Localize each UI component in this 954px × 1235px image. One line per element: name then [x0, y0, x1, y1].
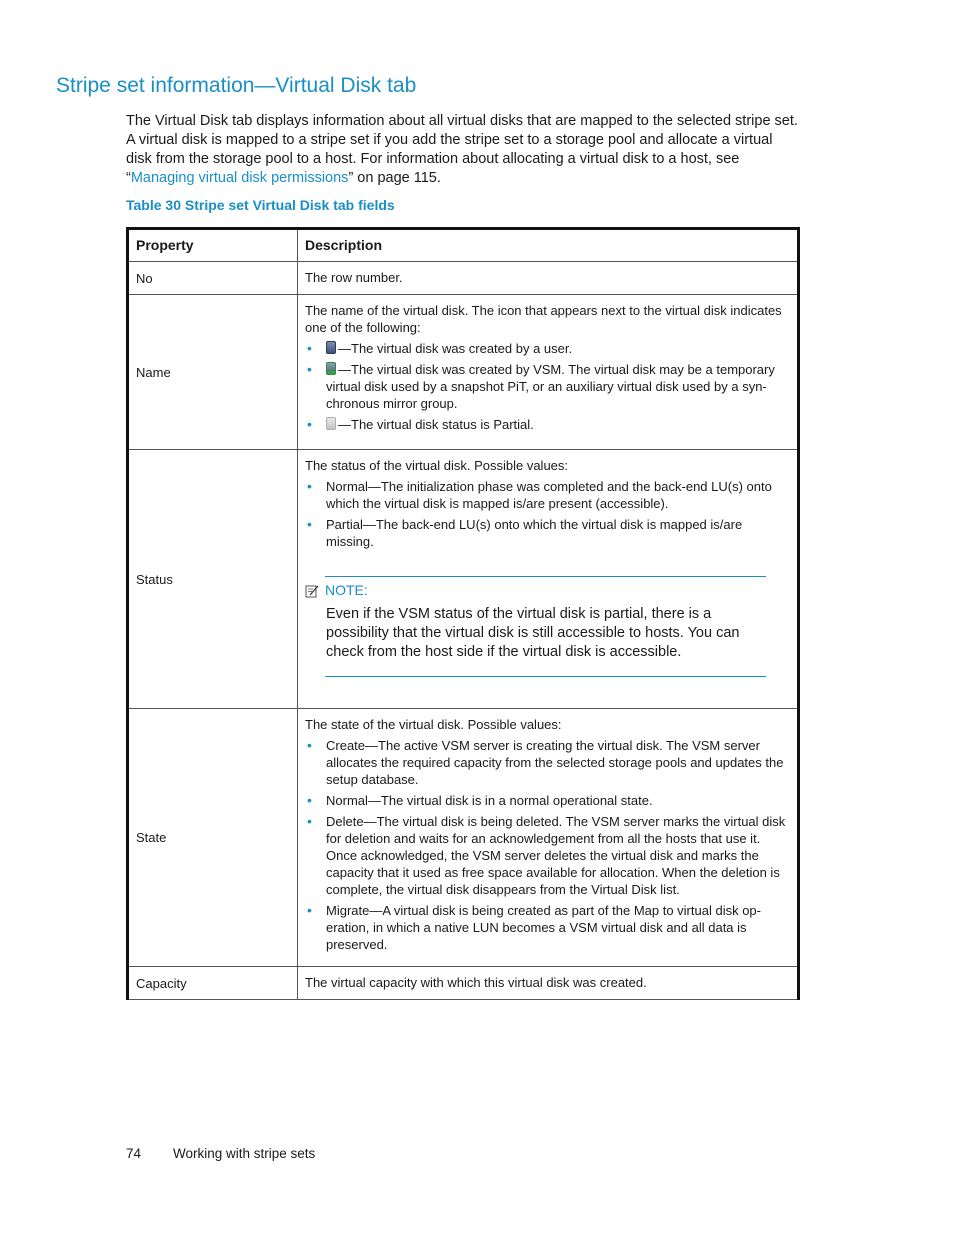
- description-cell: [298, 709, 799, 967]
- table-row-status: [128, 450, 799, 709]
- description-cell: [298, 450, 799, 709]
- table-row-no: [128, 262, 799, 295]
- table-row-capacity: [128, 967, 799, 1000]
- name-icon-list: [305, 340, 790, 433]
- list-item: • Create—The active VSM server is creating the virtual disk. The VSM server allocates the required capacity from the selected storage pools and updates the setup database.: [326, 737, 790, 788]
- list-item: • Normal—The initialization phase was completed and the back-end LU(s) onto which the virtual disk is mapped is/are present (accessible).: [326, 478, 790, 512]
- intro-text-before: The Virtual Disk tab displays information about all virtual disks that are mapped to the selected stripe set. A virtual disk is mapped to a stripe set if you add the stripe set to a storage pool and allocate a virtual disk from the storage pool to a host. For information about allocating a virtual disk to a host, see “: [126, 113, 798, 186]
- list-item: [326, 416, 790, 433]
- property-cell: No: [128, 262, 298, 295]
- status-intro: The status of the virtual disk. Possible values:: [305, 458, 569, 473]
- state-values-list: [305, 737, 790, 953]
- property-cell: Status: [128, 450, 298, 709]
- list-item: [326, 340, 790, 357]
- virtual-disk-user-icon: [326, 341, 336, 354]
- virtual-disk-vsm-icon: [326, 362, 336, 375]
- table-row-state: [128, 709, 799, 967]
- note-label: NOTE:: [325, 582, 368, 598]
- list-item: • Partial—The back-end LU(s) onto which the virtual disk is mapped is/are missing.: [326, 516, 790, 550]
- description-cell: [298, 295, 799, 450]
- header-property: Property: [128, 229, 298, 262]
- header-description: Description: [298, 229, 799, 262]
- note-text: Even if the VSM status of the virtual disk is partial, there is a possibility that the virtual disk is still accessible to hosts. You can check from the host side if the virtual disk is accessible.: [326, 606, 740, 660]
- managing-permissions-link[interactable]: Managing virtual disk permissions: [130, 170, 349, 186]
- property-cell: Capacity: [128, 967, 298, 1000]
- note-heading: [305, 582, 766, 599]
- page-number: 74: [126, 1146, 142, 1161]
- property-cell: State: [128, 709, 298, 967]
- state-intro: The state of the virtual disk. Possible values:: [305, 717, 562, 732]
- note-pencil-icon: [305, 584, 319, 598]
- table-caption: Table 30 Stripe set Virtual Disk tab fields: [126, 197, 395, 213]
- list-item: • Delete—The virtual disk is being deleted. The VSM server marks the virtual disk for deletion and waits for an acknowledgement from all the hosts that use it. Once acknowledged, the VSM server deletes the virtual disk and marks the capacity that it used as free space available for allocation. When the deletion is complete, the virtual disk disappears from the Virtual Disk list.: [326, 813, 790, 898]
- table-header-row: [128, 229, 799, 262]
- description-cell: The row number.: [298, 262, 799, 295]
- description-cell: The virtual capacity with which this virtual disk was created.: [298, 967, 799, 1000]
- table-row-name: [128, 295, 799, 450]
- note-bottom-rule: [325, 676, 766, 677]
- note-top-rule: [325, 576, 766, 577]
- list-item: • Normal—The virtual disk is in a normal operational state.: [326, 792, 790, 809]
- footer-section-title: Working with stripe sets: [173, 1146, 316, 1161]
- name-intro: The name of the virtual disk. The icon that appears next to the virtual disk indicates one of the following:: [305, 303, 782, 335]
- virtual-disk-partial-icon: [326, 417, 336, 430]
- status-values-list: [305, 478, 790, 550]
- page-heading: Stripe set information—Virtual Disk tab: [56, 74, 417, 97]
- intro-text-after: ” on page 115.: [348, 170, 441, 186]
- list-item-text: —The virtual disk status is Partial.: [338, 417, 534, 432]
- note-box: [305, 576, 766, 677]
- property-cell: Name: [128, 295, 298, 450]
- intro-paragraph: [126, 112, 802, 188]
- list-item: [326, 361, 790, 412]
- list-item-text: —The virtual disk was created by VSM. The virtual disk may be a temporary virtual disk used by a snapshot PiT, or an auxiliary virtual disk used by a syn-chronous mirror group.: [326, 362, 775, 411]
- fields-table: [126, 227, 800, 1000]
- list-item: • Migrate—A virtual disk is being created as part of the Map to virtual disk op-eration, in which a native LUN becomes a VSM virtual disk and all data is preserved.: [326, 902, 790, 953]
- list-item-text: —The virtual disk was created by a user.: [338, 341, 573, 356]
